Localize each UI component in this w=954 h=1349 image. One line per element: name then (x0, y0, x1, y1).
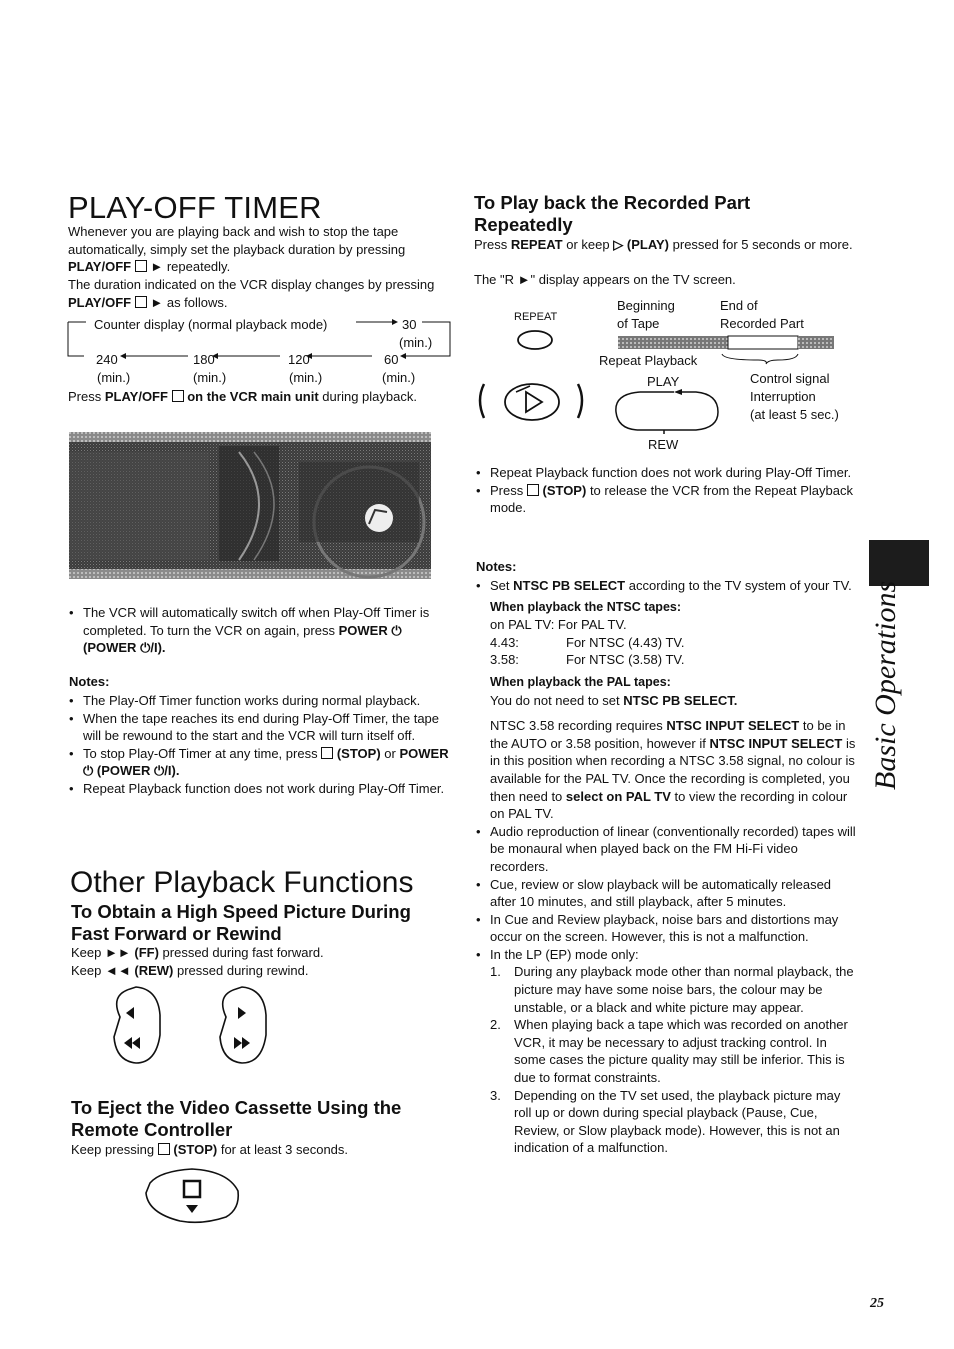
note-cue-release: • Cue, review or slow playback will be automatically released after 10 minutes, and still playback, after 5 minutes. (476, 876, 856, 911)
vcr-front-panel-photo (69, 432, 431, 579)
ff-text: pressed during fast forward. (162, 945, 324, 960)
diag-at-least: (at least 5 sec.) (750, 407, 839, 422)
right-notes-body (476, 577, 856, 1157)
high-speed-title: To Obtain a High Speed Picture During Fast Forward or Rewind (71, 901, 411, 944)
min-label-1: (min.) (97, 370, 131, 385)
ntsc-443-line (490, 634, 856, 652)
ntsc358-paragraph (490, 717, 856, 823)
section-tab-label: Basic Operations (869, 580, 902, 790)
ntsc358-text-a: NTSC 3.58 recording requires (490, 718, 663, 734)
lp-num: 3. (490, 1087, 501, 1103)
press-bold-main: on the VCR main unit (187, 389, 319, 404)
repeat-bullets (476, 464, 856, 517)
ntsc-tapes-heading: When playback the NTSC tapes: (490, 599, 682, 614)
stop-eject-button-illustration (140, 1165, 246, 1227)
note-stop-text: To stop Play-Off Timer at any time, press (83, 745, 318, 761)
repeat-paragraph-2: The "R ►" display appears on the TV screen. (474, 272, 736, 287)
ntsc-pal-tv-line: on PAL TV: For PAL TV. (490, 617, 627, 633)
repeat-button-icon (515, 328, 555, 352)
rew-ff-buttons-illustration (108, 985, 278, 1070)
keep-text: Keep (71, 945, 102, 960)
repeat-button-label: REPEAT (514, 311, 558, 323)
playoff-paragraph-2 (68, 276, 446, 311)
section-tab-marker (869, 540, 929, 586)
press-text: Press (68, 389, 102, 404)
power-icon-slash: ⏻/I). (136, 640, 166, 656)
pal-line (490, 692, 856, 710)
press-playoff-main-unit (68, 388, 446, 406)
ntsc358-text-c: to be in the AUTO or 3.58 position, however if (490, 718, 846, 751)
pal-tapes-heading: When playback the PAL tapes: (490, 674, 671, 689)
lp-text: During any playback mode other than normal playback, the picture may have some noise bars, the colour may be unstable, or a black and white picture may appear. (514, 964, 854, 1015)
play-arrow-icon: ► (150, 259, 164, 275)
stop-key-icon (158, 1143, 170, 1155)
stop-label: (STOP) (336, 745, 381, 761)
press-end: during playback. (322, 389, 417, 404)
play-label: (PLAY) (626, 237, 670, 252)
stop-label: (STOP) (173, 1142, 218, 1157)
counter-240: 240 (96, 352, 118, 367)
press-text: Press (490, 482, 524, 498)
note-or: or (384, 745, 396, 761)
playoff-p2-bold: PLAY/OFF (68, 294, 132, 310)
keep-ff-line (71, 944, 324, 962)
play-button-icon (476, 378, 586, 426)
diag-repeat-playback: Repeat Playback (599, 353, 698, 368)
counter-120: 120 (288, 352, 310, 367)
playoff-p1-end: repeatedly. (166, 259, 231, 275)
keep-text: Keep (71, 963, 102, 978)
diag-beginning: Beginning (617, 298, 675, 313)
ntsc-443-value: For NTSC (4.43) TV. (566, 634, 685, 650)
playoff-key-icon (135, 260, 147, 272)
pal-bold: NTSC PB SELECT. (623, 692, 738, 708)
lp-item-2 (490, 1016, 856, 1086)
power-icon: ⏻ (83, 763, 94, 779)
note-item: • Repeat Playback function does not work during Play-Off Timer. (69, 780, 454, 798)
ff-label: (FF) (134, 945, 159, 960)
playoff-key-icon (135, 296, 147, 308)
ntsc358-bold-f: select on PAL TV (565, 788, 671, 804)
diag-control-signal: Control signal (750, 371, 830, 386)
page-number: 25 (870, 1296, 884, 1311)
rew-icon: ◄◄ (105, 963, 131, 978)
playoff-p1-text: Whenever you are playing back and wish to stop the tape automatically, simply set the playback duration by pressing (68, 224, 406, 257)
counter-min-unit: (min.) (399, 335, 433, 350)
right-notes-label: Notes: (476, 559, 517, 574)
counter-display-label: Counter display (normal playback mode) (94, 317, 328, 332)
lp-num: 2. (490, 1017, 501, 1033)
left-notes-list (69, 692, 454, 798)
repeat-bold: REPEAT (510, 237, 563, 252)
eject-end: for at least 3 seconds. (220, 1142, 349, 1157)
stop-key-icon (321, 747, 333, 759)
playoff-title: PLAY-OFF TIMER (68, 190, 322, 225)
play-icon: ▷ (613, 237, 624, 252)
control-signal-diagram (612, 388, 722, 436)
eject-title: To Eject the Video Cassette Using the Remote Controller (71, 1097, 402, 1140)
eject-text: Keep pressing (71, 1142, 155, 1157)
keep-rew-line (71, 962, 309, 980)
diag-of-tape: of Tape (617, 316, 660, 331)
left-notes-label: Notes: (69, 674, 110, 689)
playoff-p2-text: The duration indicated on the VCR display changes by pressing (68, 277, 435, 292)
lp-text: When playing back a tape which was recorded on another VCR, it may be necessary to adjust tracking control. In some cases the picture quality may still be inferior. This is due to format constraints. (514, 1017, 848, 1086)
repeat-or: or keep (566, 237, 610, 252)
ntsc358-bold-b: NTSC INPUT SELECT (666, 718, 800, 734)
min-label-4: (min.) (382, 370, 416, 385)
note-lp-mode: • In the LP (EP) mode only: (476, 946, 856, 964)
repeat-end: pressed for 5 seconds or more. (672, 237, 853, 252)
playoff-p2-end: as follows. (166, 294, 228, 310)
diag-recorded-part: Recorded Part (720, 316, 804, 331)
note-noise-bars: • In Cue and Review playback, noise bars and distortions may occur on the screen. However, this is not a malfunction. (476, 911, 856, 946)
repeat-bullet-1: • Repeat Playback function does not work during Play-Off Timer. (476, 464, 856, 482)
stop-label: (STOP) (542, 482, 587, 498)
lp-num: 1. (490, 964, 501, 980)
note-item-stop (69, 745, 454, 780)
repeat-paragraph-1 (474, 236, 854, 254)
other-playback-title: Other Playback Functions (70, 866, 414, 899)
rew-text: pressed during rewind. (176, 963, 309, 978)
note-item: • When the tape reaches its end during Play-Off Timer, the tape will be rewound to the start and the VCR will turn itself off. (69, 710, 454, 745)
set-text: Set (490, 578, 510, 593)
diag-interruption: Interruption (750, 389, 816, 404)
playoff-key-icon (172, 390, 184, 402)
release-text: to release the VCR from the Repeat Playback mode. (490, 482, 853, 516)
ntsc-358-line (490, 651, 856, 669)
power-label: POWER (338, 622, 388, 638)
min-label-3: (min.) (289, 370, 323, 385)
ntsc-pb-select-note (476, 577, 856, 595)
ntsc-pb-select-label: NTSC PB SELECT (513, 578, 626, 593)
power-icon: ⏻ (387, 622, 402, 638)
repeat-title: To Play back the Recorded Part Repeatedly (474, 192, 751, 235)
counter-60: 60 (384, 352, 399, 367)
bullet-vcr-switch-off (69, 604, 454, 657)
lp-item-1 (490, 963, 856, 1016)
eject-instruction (71, 1141, 348, 1159)
pal-text: You do not need to set (490, 692, 620, 708)
repeat-bullet-2 (476, 482, 856, 517)
lp-item-3 (490, 1087, 856, 1157)
ntsc358-text-g: to view the recording in colour on PAL TV. (490, 788, 848, 822)
diag-play: PLAY (647, 374, 680, 389)
ntsc-text: according to the TV system of your TV. (628, 578, 852, 593)
power-label-2: (POWER (96, 763, 151, 779)
lp-text: Depending on the TV set used, the playback picture may roll up or down during special playback (Pause, Cue, Review, or Slow playback mode). However, this is not an indication of a malfunction. (514, 1087, 841, 1156)
playoff-p1-bold: PLAY/OFF (68, 259, 132, 275)
min-label-2: (min.) (193, 370, 227, 385)
ntsc358-text-e: is in this position when recording a NTSC 3.58 signal, no colour is available for the PAL TV. Once the recording is completed, you then need to (490, 735, 856, 804)
vcr-off-text: The VCR will automatically switch off when Play-Off Timer is completed. To turn the VCR on again, press (83, 605, 430, 638)
ntsc-358-value: For NTSC (3.58) TV. (566, 652, 685, 668)
note-audio: • Audio reproduction of linear (conventionally recorded) tapes will be monaural when played back on the FM Hi-Fi video recorders. (476, 823, 856, 876)
diag-rew: REW (648, 437, 679, 452)
diag-end-of: End of (720, 298, 758, 313)
power-label-2: (POWER (83, 640, 137, 656)
ntsc-358-key: 3.58: (490, 652, 519, 668)
note-item: • The Play-Off Timer function works during normal playback. (69, 692, 454, 710)
power-label: POWER (399, 745, 449, 761)
power-icon-slash: ⏻/I). (150, 763, 180, 779)
play-arrow-icon: ► (150, 294, 164, 310)
rew-label: (REW) (134, 963, 174, 978)
playoff-paragraph-1 (68, 223, 446, 276)
ff-icon: ►► (105, 945, 131, 960)
repeat-text: Press (474, 237, 508, 252)
counter-180: 180 (193, 352, 215, 367)
press-bold: PLAY/OFF (104, 389, 168, 404)
counter-30: 30 (402, 317, 417, 332)
ntsc-443-key: 4.43: (490, 634, 519, 650)
stop-key-icon (527, 484, 539, 496)
ntsc358-bold-d: NTSC INPUT SELECT (709, 735, 843, 751)
